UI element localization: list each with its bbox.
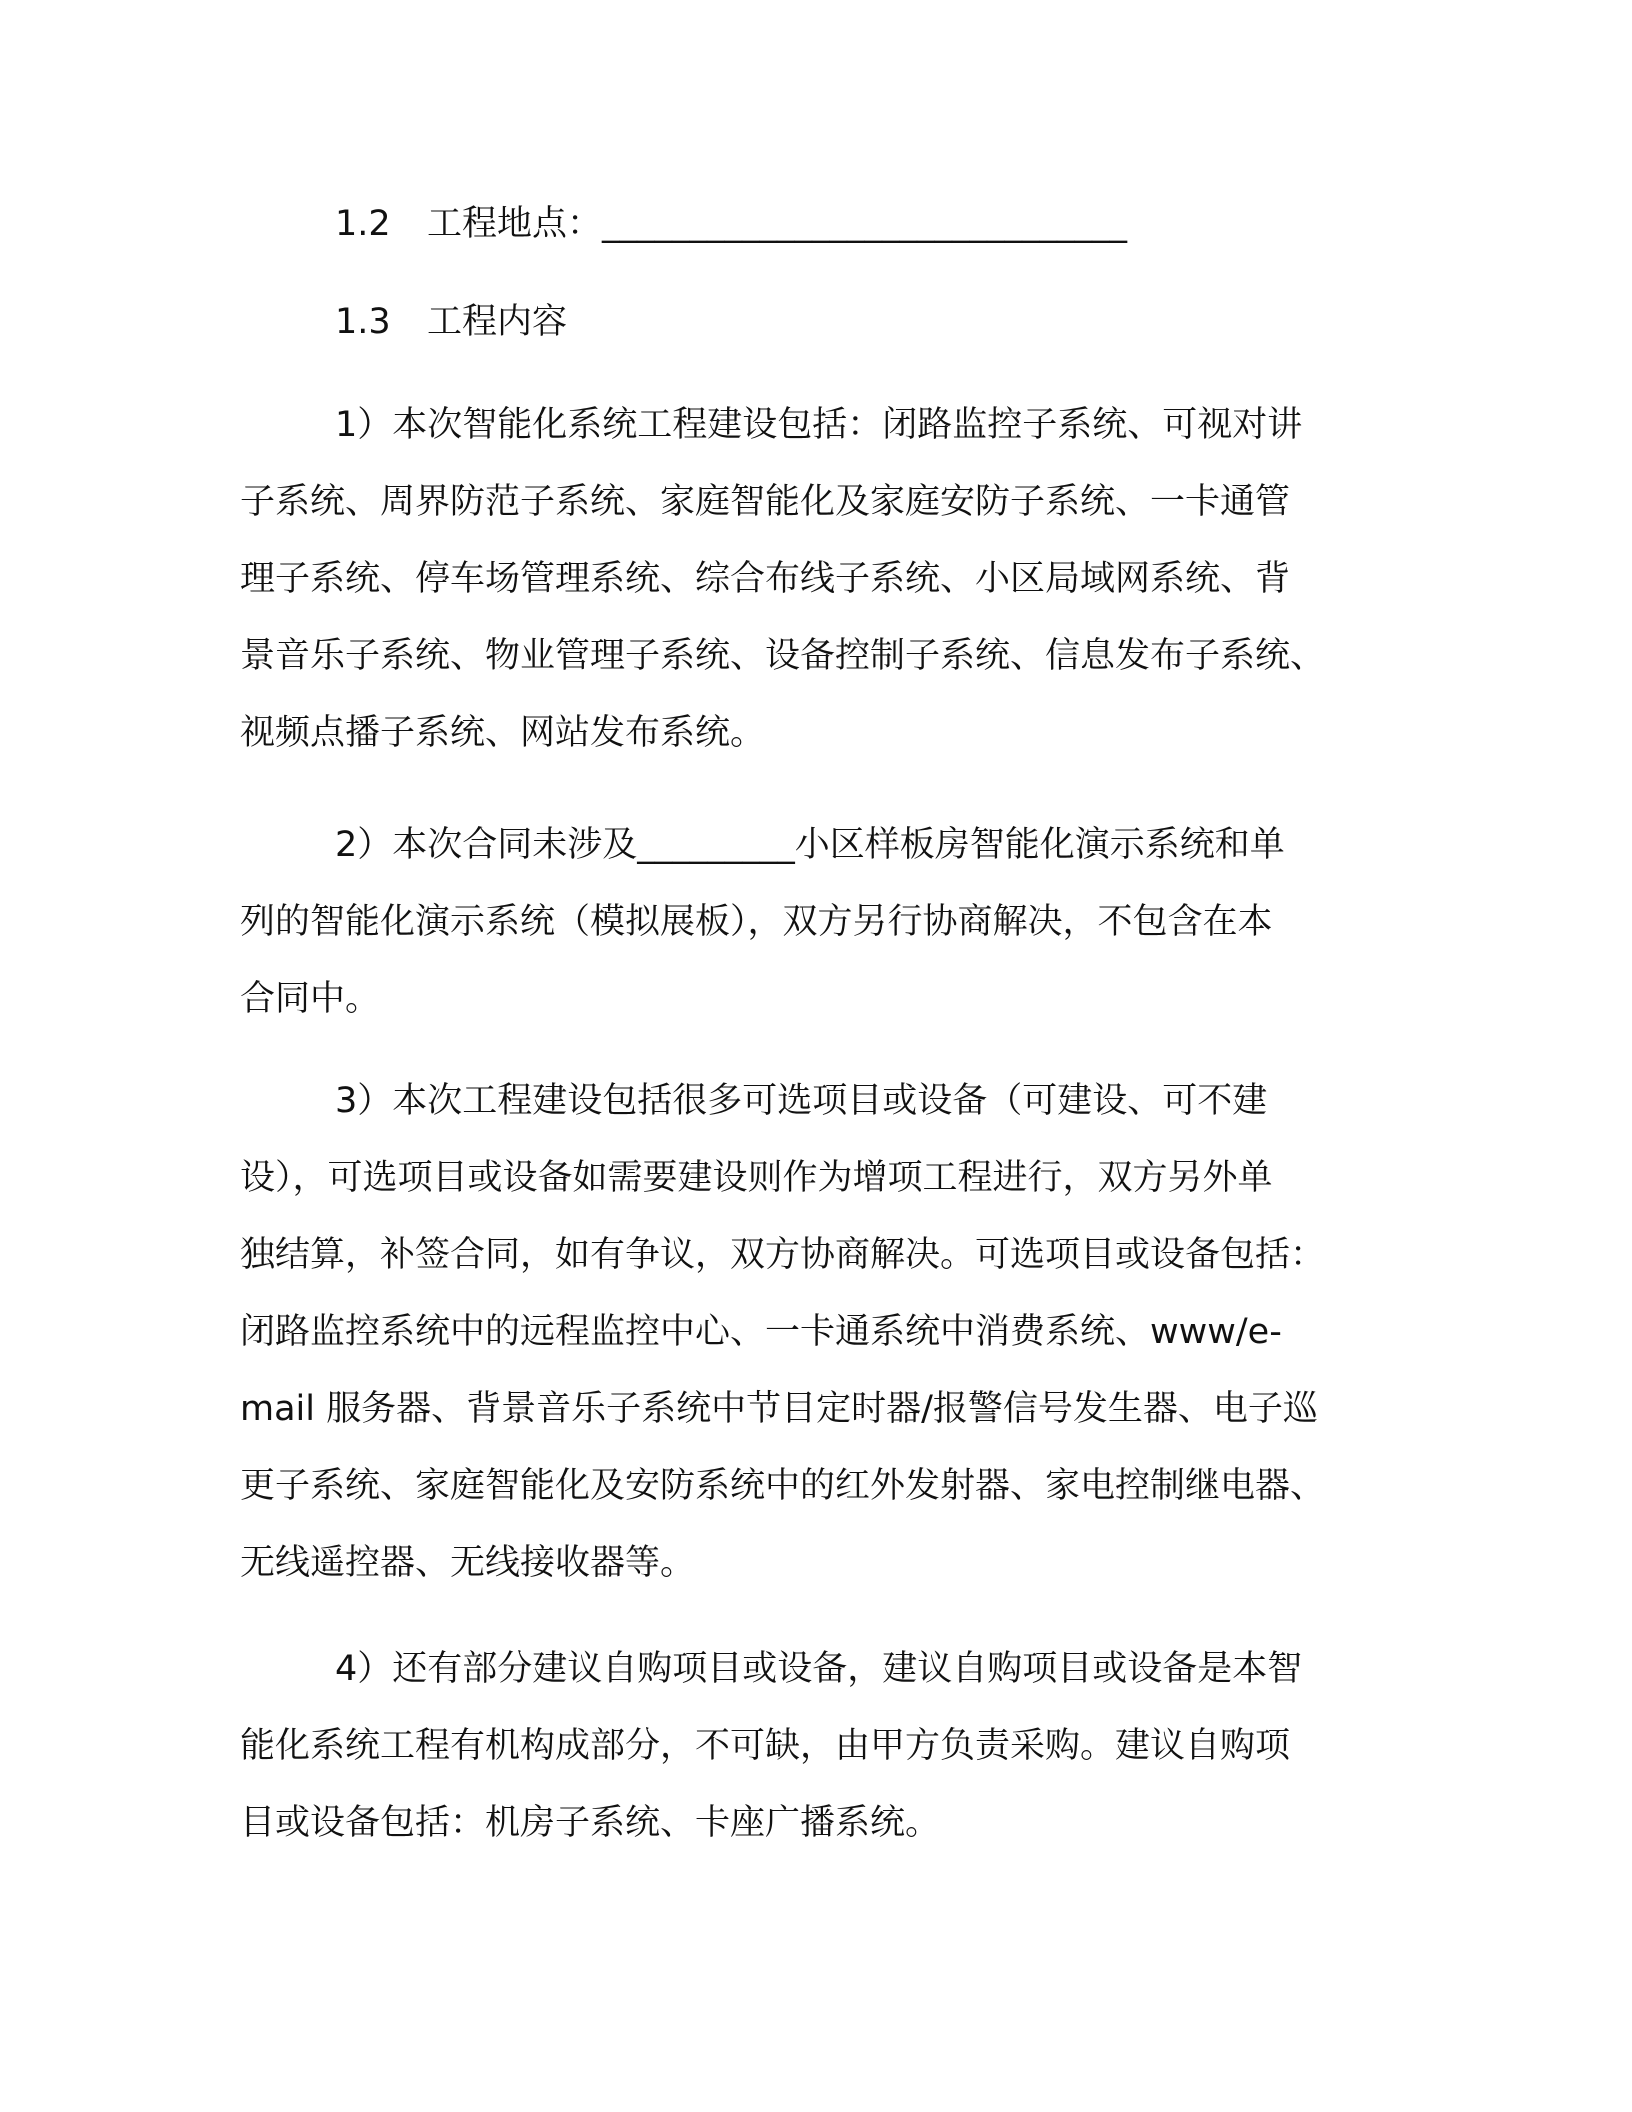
paragraph-2 <box>240 807 1410 1038</box>
paragraph-line: 2）本次合同未涉及_________小区样板房智能化演示系统和单 <box>335 825 1285 865</box>
paragraph-line: 视频点播子系统、网站发布系统。 <box>240 713 766 753</box>
paragraph-1 <box>240 387 1410 772</box>
paragraph-line: 能化系统工程有机构成部分，不可缺，由甲方负责采购。建议自购项 <box>240 1726 1291 1766</box>
paragraph-line: 无线遥控器、无线接收器等。 <box>240 1543 696 1583</box>
paragraph-line: 目或设备包括：机房子系统、卡座广播系统。 <box>240 1803 941 1843</box>
paragraph-line: 合同中。 <box>240 979 381 1019</box>
section-number: 1.2 <box>335 204 391 244</box>
paragraph-line: 子系统、周界防范子系统、家庭智能化及家庭安防子系统、一卡通管 <box>240 482 1291 522</box>
paragraph-line: 更子系统、家庭智能化及安防系统中的红外发射器、家电控制继电器、 <box>240 1466 1326 1506</box>
section-heading-1-3 <box>335 300 567 344</box>
section-heading-1-2 <box>335 202 1127 246</box>
paragraph-line: 闭路监控系统中的远程监控中心、一卡通系统中消费系统、www/e- <box>240 1312 1282 1352</box>
section-title: 工程地点：______________________________ <box>427 204 1128 244</box>
paragraph-line: 3）本次工程建设包括很多可选项目或设备（可建设、可不建 <box>335 1081 1268 1121</box>
section-number: 1.3 <box>335 302 391 342</box>
paragraph-line: 理子系统、停车场管理系统、综合布线子系统、小区局域网系统、背 <box>240 559 1291 599</box>
paragraph-line: 4）还有部分建议自购项目或设备，建议自购项目或设备是本智 <box>335 1649 1303 1689</box>
paragraph-line: 独结算，补签合同，如有争议，双方协商解决。可选项目或设备包括： <box>240 1235 1326 1275</box>
paragraph-line: 1）本次智能化系统工程建设包括：闭路监控子系统、可视对讲 <box>335 405 1303 445</box>
paragraph-3 <box>240 1063 1410 1602</box>
section-title: 工程内容 <box>427 302 568 342</box>
paragraph-4 <box>240 1631 1410 1862</box>
paragraph-line: mail 服务器、背景音乐子系统中节目定时器/报警信号发生器、电子巡 <box>240 1389 1318 1429</box>
paragraph-line: 景音乐子系统、物业管理子系统、设备控制子系统、信息发布子系统、 <box>240 636 1326 676</box>
paragraph-line: 列的智能化演示系统（模拟展板），双方另行协商解决，不包含在本 <box>240 902 1273 942</box>
paragraph-line: 设），可选项目或设备如需要建设则作为增项工程进行，双方另外单 <box>240 1158 1273 1198</box>
